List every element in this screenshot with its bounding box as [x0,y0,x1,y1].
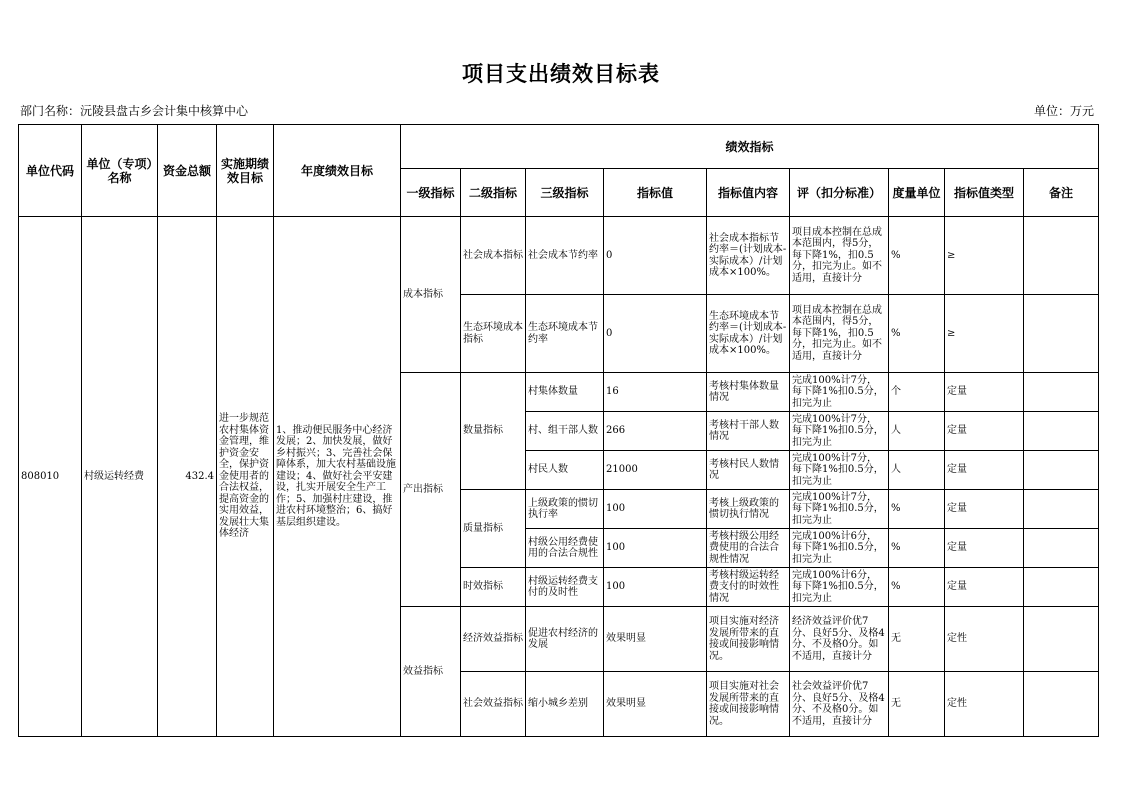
scoring-cell: 完成100%计6分，每下降1%扣0.5分，扣完为止 [790,568,889,607]
level1-cell: 产出指标 [401,373,461,607]
value-type-cell: 定量 [945,373,1024,412]
value-type-cell: 定性 [945,672,1024,737]
header-level1: 一级指标 [401,169,461,217]
value-cell: 266 [604,412,707,451]
level1-cell: 效益指标 [401,607,461,737]
scoring-cell: 经济效益评价优7分、良好5分、及格4分、不及格0分。如不适用，直接计分 [790,607,889,672]
header-scoring: 评（扣分标准） [790,169,889,217]
level3-cell: 生态环境成本节约率 [526,295,604,373]
level3-cell: 社会成本节约率 [526,217,604,295]
measure-unit-cell: % [889,568,945,607]
level2-cell: 数量指标 [461,373,526,490]
level1-cell: 成本指标 [401,217,461,373]
scoring-cell: 项目成本控制在总成本范围内，得5分，每下降1%，扣0.5分，扣完为止。如不适用，直接计分 [790,295,889,373]
value-content-cell: 考核村级公用经费使用的合法合规性情况 [707,529,790,568]
header-value-type: 指标值类型 [945,169,1024,217]
level3-cell: 村民人数 [526,451,604,490]
value-cell: 0 [604,217,707,295]
scoring-cell: 完成100%计7分，每下降1%扣0.5分，扣完为止 [790,490,889,529]
remark-cell [1024,529,1099,568]
header-total-funds: 资金总额 [158,125,217,217]
header-measure-unit: 度量单位 [889,169,945,217]
scoring-cell: 项目成本控制在总成本范围内，得5分，每下降1%，扣0.5分，扣完为止。如不适用，直接计分 [790,217,889,295]
level3-cell: 村级运转经费支付的及时性 [526,568,604,607]
measure-unit-cell: 人 [889,451,945,490]
value-cell: 16 [604,373,707,412]
value-cell: 效果明显 [604,607,707,672]
value-content-cell: 考核村级运转经费支付的时效性情况 [707,568,790,607]
value-cell: 效果明显 [604,672,707,737]
measure-unit-cell: % [889,529,945,568]
value-cell: 100 [604,568,707,607]
remark-cell [1024,568,1099,607]
annual-goal-cell: 1、推动便民服务中心经济发展；2、加快发展，做好乡村振兴；3、完善社会保障体系，加大农村基础设施建设；4、做好社会平安建设，扎实开展安全生产工作；5、加强村庄建设，推进农村环境整治；6、搞好基层组织建设。 [274,217,401,737]
header-annual-goal: 年度绩效目标 [274,125,401,217]
measure-unit-cell: % [889,217,945,295]
value-type-cell: ≥ [945,217,1024,295]
header-unit-code: 单位代码 [19,125,82,217]
unit-name-cell: 村级运转经费 [82,217,158,737]
level3-cell: 村、组干部人数 [526,412,604,451]
remark-cell [1024,607,1099,672]
remark-cell [1024,217,1099,295]
total-funds-cell: 432.4 [158,217,217,737]
value-cell: 21000 [604,451,707,490]
scoring-cell: 社会效益评价优7分、良好5分、及格4分、不及格0分。如不适用，直接计分 [790,672,889,737]
measure-unit-cell: 个 [889,373,945,412]
value-type-cell: 定性 [945,607,1024,672]
scoring-cell: 完成100%计7分，每下降1%扣0.5分，扣完为止 [790,451,889,490]
value-content-cell: 考核村干部人数情况 [707,412,790,451]
level2-cell: 经济效益指标 [461,607,526,672]
performance-table [18,124,1099,737]
level3-cell: 缩小城乡差别 [526,672,604,737]
value-content-cell: 社会成本指标节约率＝(计划成本-实际成本）/计划成本×100%。 [707,217,790,295]
level2-cell: 社会效益指标 [461,672,526,737]
value-type-cell: 定量 [945,490,1024,529]
remark-cell [1024,490,1099,529]
level3-cell: 上级政策的惯切执行率 [526,490,604,529]
level3-cell: 村集体数量 [526,373,604,412]
scoring-cell: 完成100%计7分，每下降1%扣0.5分，扣完为止 [790,373,889,412]
value-type-cell: ≥ [945,295,1024,373]
value-content-cell: 考核上级政策的惯切执行情况 [707,490,790,529]
unit-code-cell: 808010 [19,217,82,737]
value-type-cell: 定量 [945,451,1024,490]
header-unit-name: 单位（专项）名称 [82,125,158,217]
value-cell: 100 [604,529,707,568]
level3-cell: 村级公用经费使用的合法合规性 [526,529,604,568]
header-impl-goal: 实施期绩效目标 [217,125,274,217]
measure-unit-cell: 无 [889,607,945,672]
measure-unit-cell: 人 [889,412,945,451]
level2-cell: 质量指标 [461,490,526,568]
level3-cell: 促进农村经济的发展 [526,607,604,672]
value-type-cell: 定量 [945,568,1024,607]
value-cell: 0 [604,295,707,373]
scoring-cell: 完成100%计6分，每下降1%扣0.5分，扣完为止 [790,529,889,568]
value-content-cell: 生态环境成本节约率＝(计划成本-实际成本）/计划成本×100%。 [707,295,790,373]
header-level3: 三级指标 [526,169,604,217]
header-level2: 二级指标 [461,169,526,217]
value-type-cell: 定量 [945,412,1024,451]
value-cell: 100 [604,490,707,529]
level2-cell: 时效指标 [461,568,526,607]
value-type-cell: 定量 [945,529,1024,568]
currency-unit: 单位：万元 [1033,104,1094,118]
remark-cell [1024,295,1099,373]
page-title: 项目支出绩效目标表 [462,61,660,86]
scoring-cell: 完成100%计7分，每下降1%扣0.5分，扣完为止 [790,412,889,451]
header-performance: 绩效指标 [401,125,1099,169]
value-content-cell: 项目实施对社会发展所带来的直接或间接影响情况。 [707,672,790,737]
level2-cell: 社会成本指标 [461,217,526,295]
measure-unit-cell: % [889,490,945,529]
measure-unit-cell: 无 [889,672,945,737]
impl-goal-cell: 进一步规范农村集体资金管理，维护资金安全，保护资金使用者的合法权益，提高资金的实用效益，发展壮大集体经济 [217,217,274,737]
header-remark: 备注 [1024,169,1099,217]
department-name: 部门名称：沅陵县盘古乡会计集中核算中心 [20,104,249,118]
remark-cell [1024,373,1099,412]
level2-cell: 生态环境成本指标 [461,295,526,373]
header-value-content: 指标值内容 [707,169,790,217]
value-content-cell: 考核村民人数情况 [707,451,790,490]
measure-unit-cell: % [889,295,945,373]
remark-cell [1024,451,1099,490]
value-content-cell: 考核村集体数量情况 [707,373,790,412]
remark-cell [1024,412,1099,451]
header-value: 指标值 [604,169,707,217]
remark-cell [1024,672,1099,737]
value-content-cell: 项目实施对经济发展所带来的直接或间接影响情况。 [707,607,790,672]
